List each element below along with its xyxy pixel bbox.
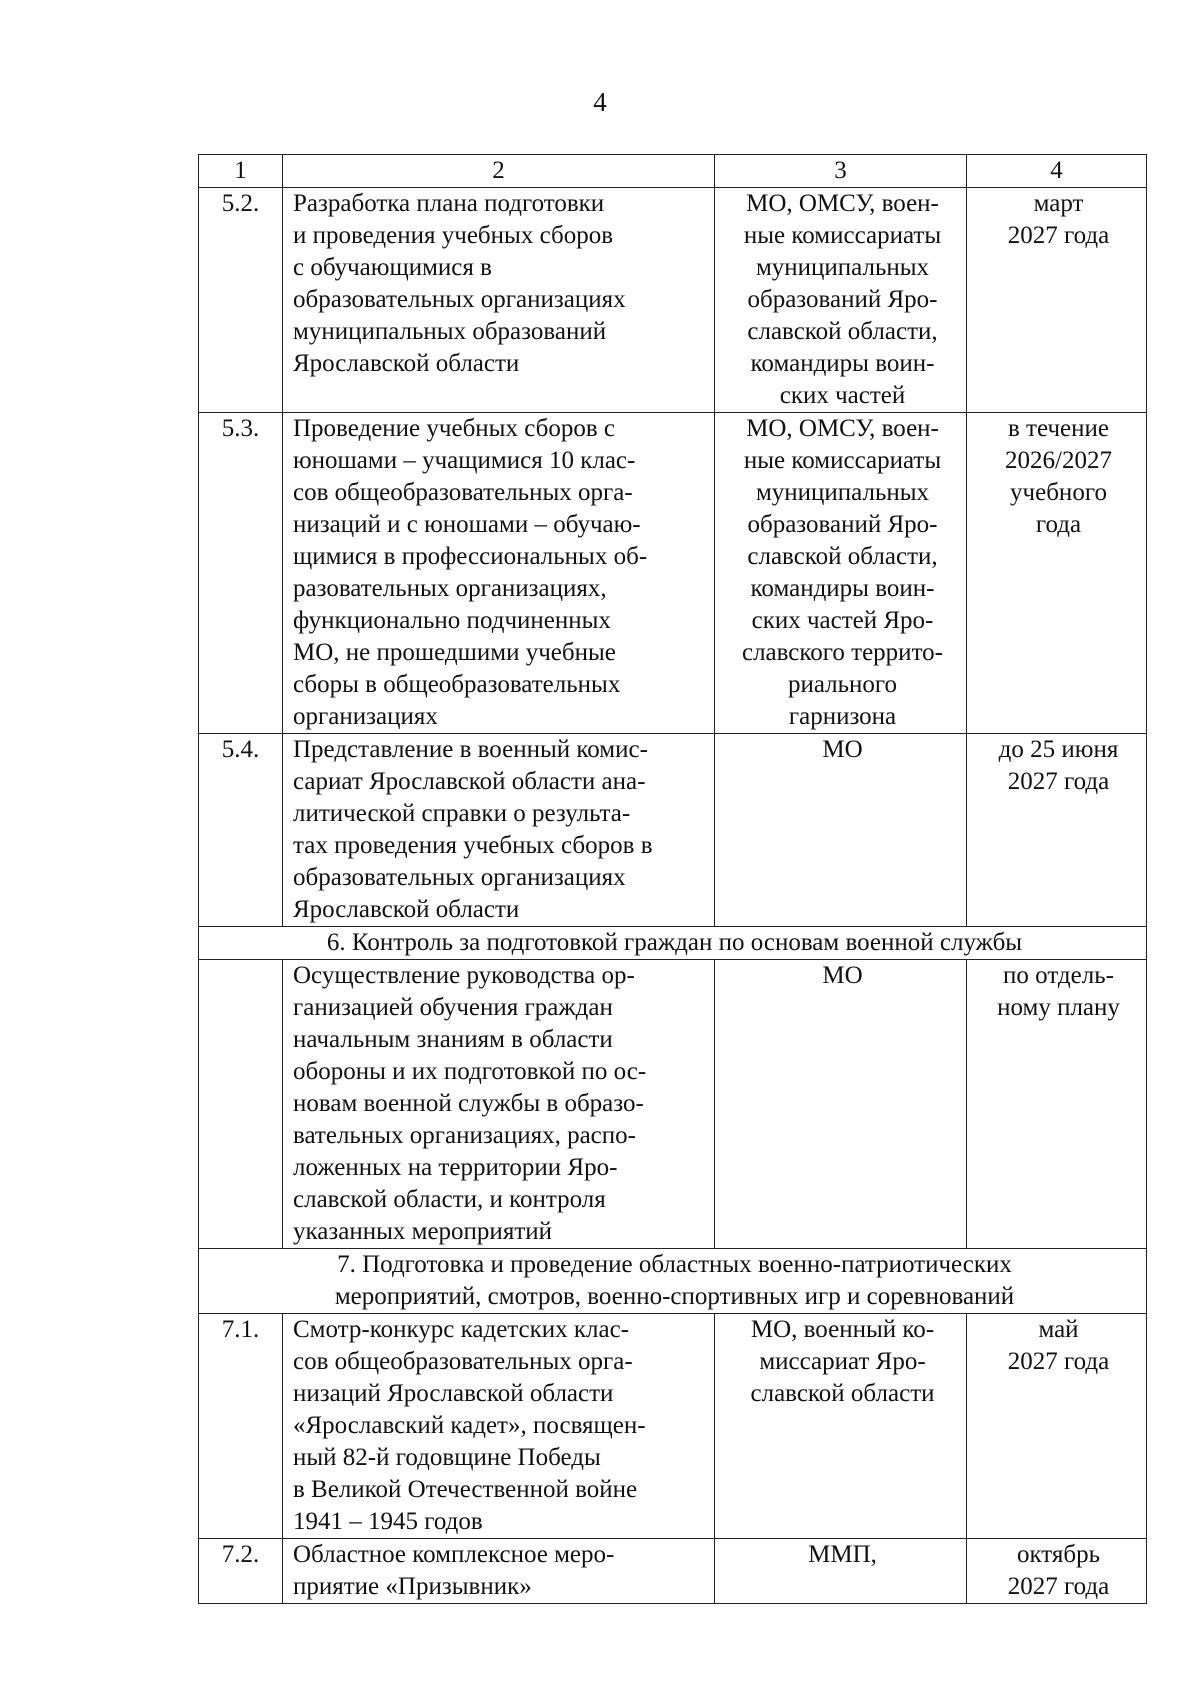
table-row [199,734,1147,927]
page-number: 4 [593,87,607,117]
plan-table [198,154,1147,1604]
column-header-term: 4 [967,155,1147,188]
section-heading-row [199,1249,1147,1314]
item-task: Осуществление руководства ор- ганизацией обучения граждан начальным знаниям в области обороны и их подготовкой по ос- новам военной службы в образо- вательных организациях, распо- ложенных на территории Яро- славской области, и контроля указанных мероприятий [283,960,715,1249]
item-executor: МО, военный ко- миссариат Яро- славской области [715,1314,967,1539]
item-number: 5.3. [199,413,283,734]
item-task: Разработка плана подготовки и проведения учебных сборов с обучающимися в образовательных организациях муниципальных образований Ярославской области [283,188,715,413]
item-number: 5.2. [199,188,283,413]
item-executor: МО, ОМСУ, воен- ные комиссариаты муниципальных образований Яро- славской области, командиры воин- ских частей Яро- славского террито- риального гарнизона [715,413,967,734]
item-term: в течение 2026/2027 учебного года [967,413,1147,734]
item-term: по отдель- ному плану [967,960,1147,1249]
item-executor: МО [715,960,967,1249]
item-term: до 25 июня 2027 года [967,734,1147,927]
column-header-number: 1 [199,155,283,188]
item-executor: ММП, [715,1539,967,1604]
item-number: 7.1. [199,1314,283,1539]
column-header-task: 2 [283,155,715,188]
table-row [199,413,1147,734]
item-task: Представление в военный комис- сариат Ярославской области ана- литической справки о результа- тах проведения учебных сборов в образовательных организациях Ярославской области [283,734,715,927]
item-task: Проведение учебных сборов с юношами – учащимися 10 клас- сов общеобразовательных орга- низаций и с юношами – обучаю- щимися в профессиональных об- разовательных организациях, функционально подчиненных МО, не прошедшими учебные сборы в общеобразовательных организациях [283,413,715,734]
table-header-row [199,155,1147,188]
column-header-executor: 3 [715,155,967,188]
item-term: май 2027 года [967,1314,1147,1539]
table-row [199,188,1147,413]
item-number: 5.4. [199,734,283,927]
section-6-title: 6. Контроль за подготовкой граждан по основам военной службы [199,927,1147,960]
item-executor: МО, ОМСУ, воен- ные комиссариаты муниципальных образований Яро- славской области, командиры воин- ских частей [715,188,967,413]
section-7-title: 7. Подготовка и проведение областных военно-патриотических мероприятий, смотров, военно-спортивных игр и соревнований [199,1249,1147,1314]
item-executor: МО [715,734,967,927]
item-task: Смотр-конкурс кадетских клас- сов общеобразовательных орга- низаций Ярославской области «Ярославский кадет», посвящен- ный 82-й годовщине Победы в Великой Отечественной войне 1941 – 1945 годов [283,1314,715,1539]
table-row [199,1314,1147,1539]
item-number [199,960,283,1249]
table-row [199,960,1147,1249]
item-term: октябрь 2027 года [967,1539,1147,1604]
item-term: март 2027 года [967,188,1147,413]
item-task: Областное комплексное меро- приятие «Призывник» [283,1539,715,1604]
section-heading-row [199,927,1147,960]
table-row [199,1539,1147,1604]
item-number: 7.2. [199,1539,283,1604]
